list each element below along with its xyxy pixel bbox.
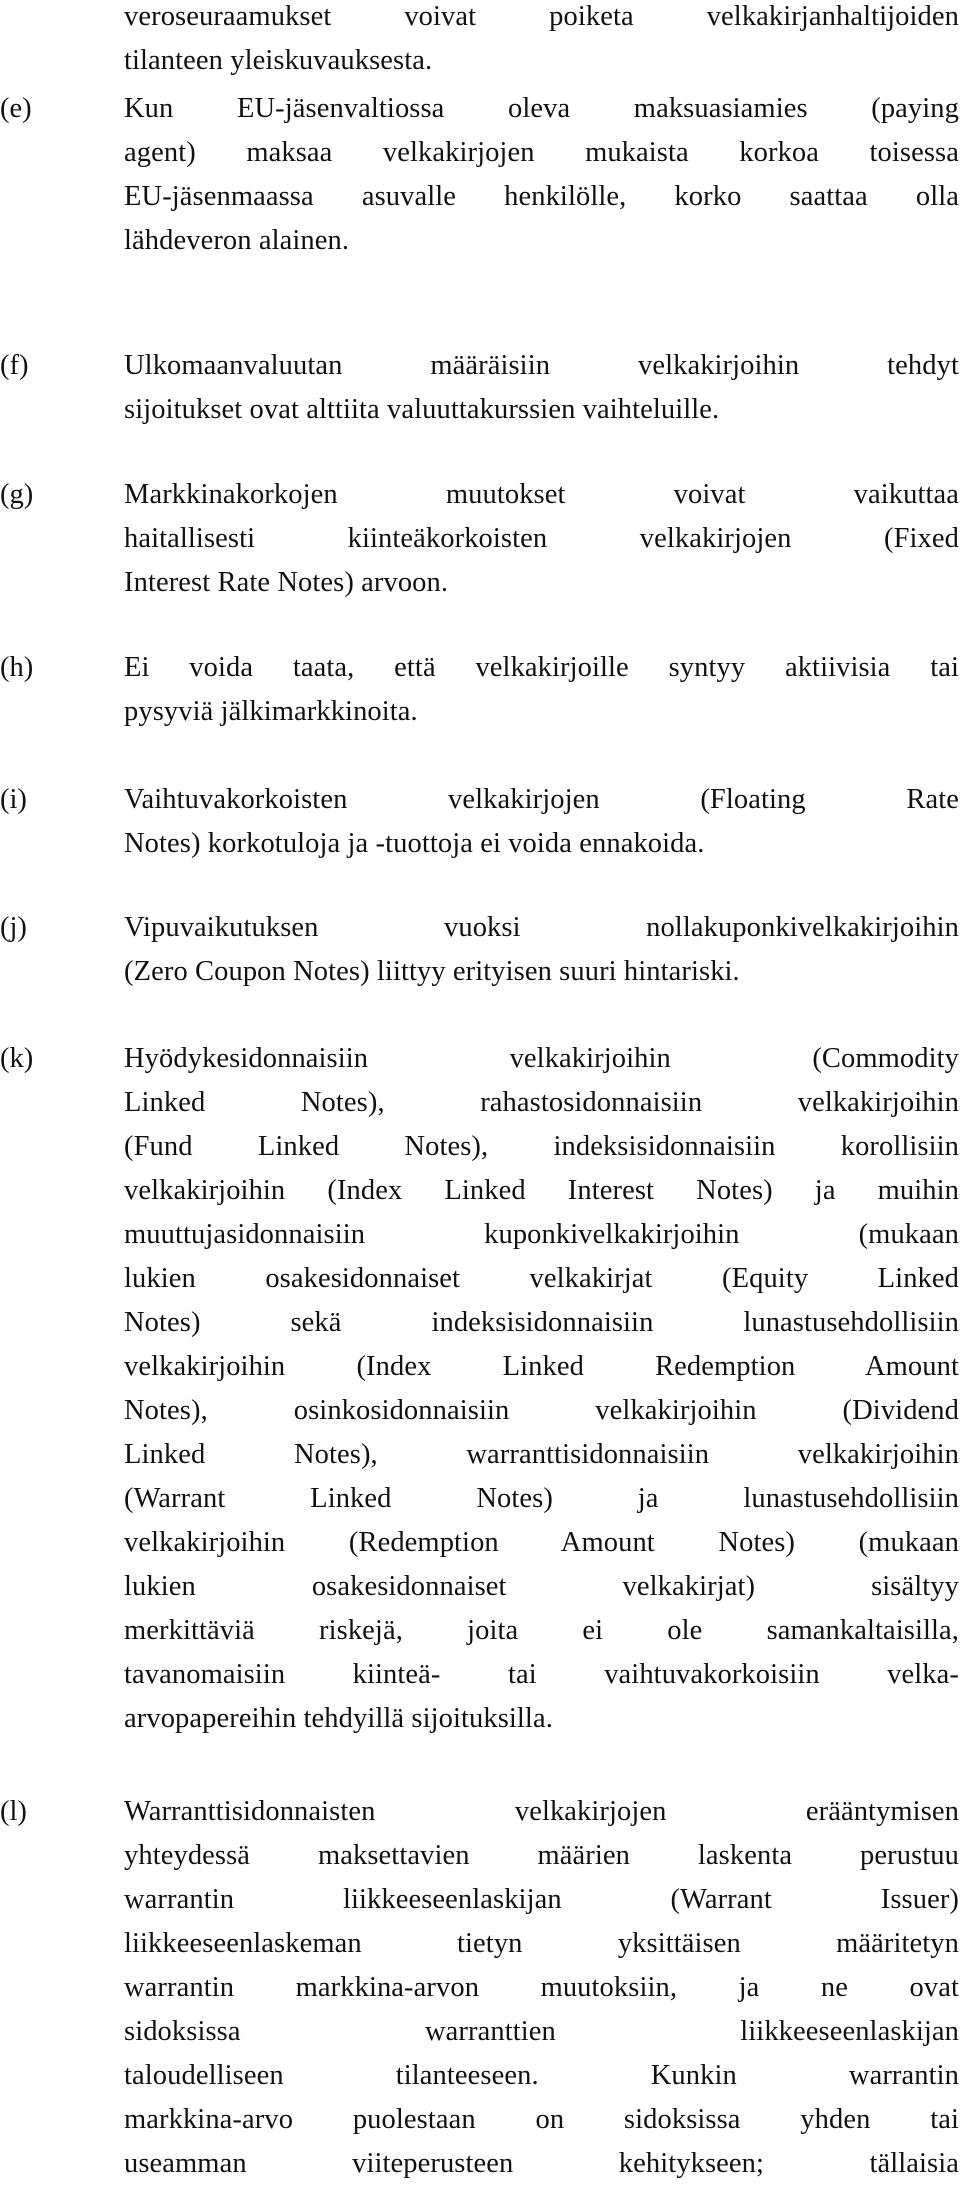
- text-line: Vaihtuvakorkoisten velkakirjojen (Floating Rate: [124, 784, 959, 815]
- text-line: useamman viiteperusteen kehitykseen; tällaisia: [124, 2148, 959, 2179]
- text-line: Interest Rate Notes) arvoon.: [124, 567, 449, 598]
- text-line: warrantin markkina-arvon muutoksiin, ja ne ovat: [124, 1972, 959, 2003]
- paragraph-text: [124, 906, 959, 994]
- item-label: (k): [0, 1043, 34, 1074]
- text-line: (Fund Linked Notes), indeksisidonnaisiin korollisiin: [124, 1131, 959, 1162]
- text-line: Notes) korkotuloja ja -tuottoja ei voida ennakoida.: [124, 828, 705, 859]
- paragraph-text: [124, 646, 959, 734]
- text-line: Linked Notes), warranttisidonnaisiin velkakirjoihin: [124, 1439, 959, 1470]
- text-line: markkina-arvo puolestaan on sidoksissa yhden tai: [124, 2104, 959, 2135]
- text-line: Notes), osinkosidonnaisiin velkakirjoihin (Dividend: [124, 1395, 959, 1426]
- paragraph-text: [124, 0, 959, 83]
- text-line: Markkinakorkojen muutokset voivat vaikuttaa: [124, 479, 959, 510]
- text-line: lähdeveron alainen.: [124, 225, 350, 256]
- text-line: tilanteen yleiskuvauksesta.: [124, 45, 433, 76]
- text-line: veroseuraamukset voivat poiketa velkakirjanhaltijoiden: [124, 1, 959, 32]
- paragraph-text: [124, 1037, 959, 1741]
- text-line: lukien osakesidonnaiset velkakirjat (Equity Linked: [124, 1263, 959, 1294]
- item-label: (e): [0, 93, 32, 124]
- item-label: (f): [0, 350, 29, 381]
- paragraph-text: [124, 473, 959, 605]
- paragraph-text: [124, 344, 959, 432]
- text-line: sidoksissa warranttien liikkeeseenlaskijan: [124, 2016, 959, 2047]
- text-line: taloudelliseen tilanteeseen. Kunkin warrantin: [124, 2060, 959, 2091]
- item-label: (g): [0, 479, 34, 510]
- text-line: (Zero Coupon Notes) liittyy erityisen suuri hintariski.: [124, 956, 740, 987]
- text-line: Warranttisidonnaisten velkakirjojen erääntymisen: [124, 1796, 959, 1827]
- text-line: liikkeeseenlaskeman tietyn yksittäisen määritetyn: [124, 1928, 959, 1959]
- item-label: (h): [0, 652, 34, 683]
- text-line: velkakirjoihin (Index Linked Redemption Amount: [124, 1351, 959, 1382]
- text-line: (Warrant Linked Notes) ja lunastusehdollisiin: [124, 1483, 959, 1514]
- paragraph-text: [124, 87, 959, 263]
- paragraph-text: [124, 1790, 959, 2186]
- text-line: Hyödykesidonnaisiin velkakirjoihin (Commodity: [124, 1043, 959, 1074]
- text-line: velkakirjoihin (Index Linked Interest Notes) ja muihin: [124, 1175, 959, 1206]
- text-line: Vipuvaikutuksen vuoksi nollakuponkivelkakirjoihin: [124, 912, 959, 943]
- text-line: lukien osakesidonnaiset velkakirjat) sisältyy: [124, 1571, 959, 1602]
- text-line: agent) maksaa velkakirjojen mukaista korkoa toisessa: [124, 137, 959, 168]
- text-line: EU-jäsenmaassa asuvalle henkilölle, korko saattaa olla: [124, 181, 959, 212]
- text-line: arvopapereihin tehdyillä sijoituksilla.: [124, 1703, 553, 1734]
- text-line: Ei voida taata, että velkakirjoille syntyy aktiivisia tai: [124, 652, 959, 683]
- text-line: muuttujasidonnaisiin kuponkivelkakirjoihin (mukaan: [124, 1219, 959, 1250]
- text-line: haitallisesti kiinteäkorkoisten velkakirjojen (Fixed: [124, 523, 959, 554]
- item-label: (i): [0, 784, 27, 815]
- text-line: sijoitukset ovat alttiita valuuttakurssien vaihteluille.: [124, 394, 720, 425]
- text-line: tavanomaisiin kiinteä- tai vaihtuvakorkoisiin velka-: [124, 1659, 959, 1690]
- item-label: (l): [0, 1796, 27, 1827]
- text-line: pysyviä jälkimarkkinoita.: [124, 696, 418, 727]
- text-line: Ulkomaanvaluutan määräisiin velkakirjoihin tehdyt: [124, 350, 959, 381]
- item-label: (j): [0, 912, 27, 943]
- text-line: Kun EU-jäsenvaltiossa oleva maksuasiamies (paying: [124, 93, 959, 124]
- text-line: Notes) sekä indeksisidonnaisiin lunastusehdollisiin: [124, 1307, 959, 1338]
- text-line: velkakirjoihin (Redemption Amount Notes) (mukaan: [124, 1527, 959, 1558]
- text-line: yhteydessä maksettavien määrien laskenta perustuu: [124, 1840, 959, 1871]
- text-line: warrantin liikkeeseenlaskijan (Warrant Issuer): [124, 1884, 959, 1915]
- text-line: merkittäviä riskejä, joita ei ole samankaltaisilla,: [124, 1615, 959, 1646]
- paragraph-text: [124, 778, 959, 866]
- text-line: Linked Notes), rahastosidonnaisiin velkakirjoihin: [124, 1087, 959, 1118]
